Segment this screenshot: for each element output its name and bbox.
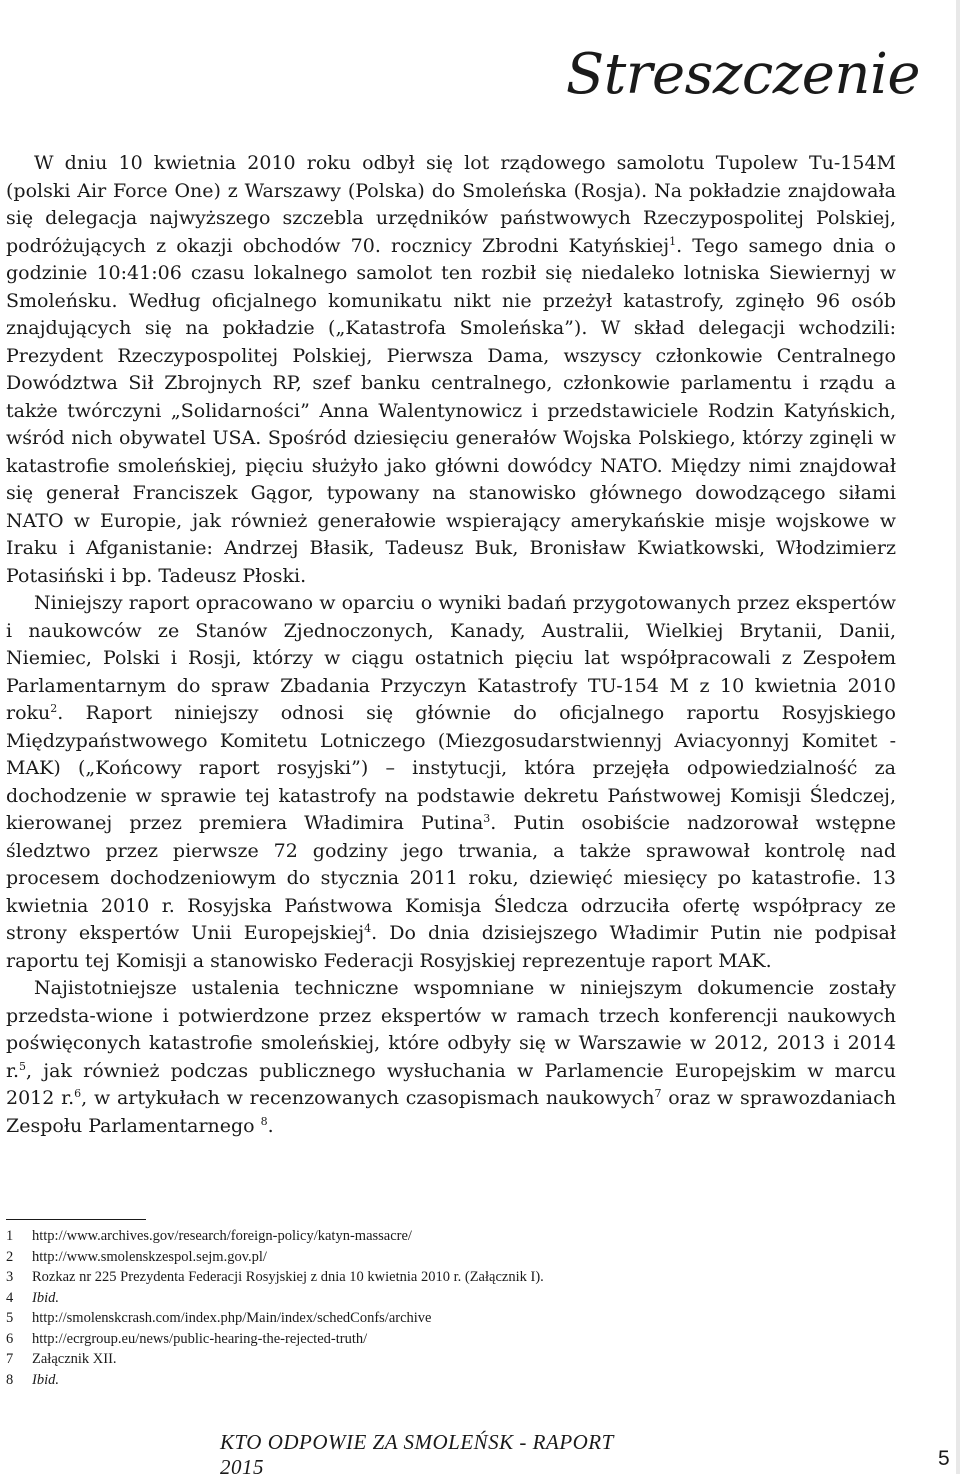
footnote-item <box>6 1370 906 1391</box>
footnote-number: 4 <box>6 1289 14 1306</box>
footnote-item <box>6 1308 906 1329</box>
paragraph-3-text-e: . <box>267 1114 274 1137</box>
paragraph-3-text-d: oraz w sprawozdaniach Zespołu Parlamentarnego <box>6 1087 896 1137</box>
paragraph-2-text-d: . Do dnia dzisiejszego Władimir Putin nie podpisał raportu tej Komisji a stanowisko Federacji Rosyjskiej reprezentuje raport MAK. <box>6 922 897 972</box>
footnote-number: 3 <box>6 1269 14 1285</box>
footnote-text: Ibid. <box>32 1289 59 1306</box>
paragraph-2-text-c: . Putin osobiście nadzorował wstępne śledztwo przez pierwsze 72 godziny jego trwania, a także sprawował kontrolę nad procesem dochodzeniowym do stycznia 2011 roku, dziewięć miesięcy po katastrofie. 13 kwietnia 2010 r. Rosyjska Państwowa Komisja Śledcza odrzuciła ofertę współpracy ze strony ekspertów Unii Europejskiej <box>6 812 897 944</box>
footnote-item <box>6 1349 906 1370</box>
footnote-ref-1[interactable]: 1 <box>669 234 677 248</box>
footnote-link[interactable]: http://www.archives.gov/research/foreign-policy/katyn-massacre/ <box>32 1228 412 1244</box>
paragraph-1-text-a: W dniu 10 kwietnia 2010 roku odbył się lot rządowego samolotu Tupolew Tu-154M (polski Air Force One) z Warszawy (Polska) do Smoleńska (Rosja). Na pokładzie znajdowała się delegacja najwyższego szczebla urzędników państwowych Rzeczypospolitej Polskiej, podróżujących z okazji obchodów 70. rocznicy Zbrodni Katyńskiej <box>6 152 896 257</box>
paragraph-1-text-b: . Tego samego dnia o godzinie 10:41:06 czasu lokalnego samolot ten rozbił się niedaleko lotniska Siewiernyj w Smoleńsku. Według oficjalnego komunikatu nikt nie przeżył katastrofy, zginęło 96 osób znajdujących się na pokładzie („Katastrofa Smoleńska”). W skład delegacji wchodzili: Prezydent Rzeczypospolitej Polskiej, Pierwsza Dama, wszyscy członkowie Centralnego Dowództwa Sił Zbrojnych RP, szef banku centralnego, członkowie parlamentu i rządu a także twórczyni „Solidarności” Anna Walentynowicz i przedstawiciele Rodzin Katyńskich, wśród nich obywatel USA. Spośród dziesięciu generałów Wojska Polskiego, którzy zginęli w katastrofie smoleńskiej, pięciu służyło jako główni dowódcy NATO. Między nimi znajdował się generał Franciszek Gągor, typowany na stanowisko głównego dowodzącego siłami NATO w Europie, jak również generałowie wspierający amerykańskie misje wojskowe w Iraku i Afganistanie: Andrzej Błasik, Tadeusz Buk, Bronisław Kwiatkowski, Włodzimierz Potasiński i bp. Tadeusz Płoski. <box>6 234 896 587</box>
footnote-item <box>6 1288 906 1309</box>
paragraph-1 <box>6 150 896 590</box>
footnote-item <box>6 1267 906 1288</box>
footnote-text: Rozkaz nr 225 Prezydenta Federacji Rosyjskiej z dnia 10 kwietnia 2010 r. (Załącznik I). <box>32 1269 544 1285</box>
page-number: 5 <box>938 1447 950 1470</box>
running-footer: KTO ODPOWIE ZA SMOLEŃSK - RAPORT 2015 <box>220 1430 614 1479</box>
footnote-link[interactable]: http://smolenskcrash.com/index.php/Main/index/schedConfs/archive <box>32 1310 432 1326</box>
footnote-separator <box>6 1219 146 1220</box>
footnote-number: 5 <box>6 1310 14 1326</box>
footnote-number: 2 <box>6 1248 14 1265</box>
footnote-ref-3[interactable]: 3 <box>483 812 491 825</box>
paragraph-3-text-b: , jak również podczas publicznego wysłuchania w Parlamencie Europejskim w marcu 2012 r. <box>6 1059 896 1109</box>
paragraph-3-text-a: Najistotniejsze ustalenia techniczne wspomniane w niniejszym dokumencie zostały przedsta-wione i potwierdzone przez ekspertów w ramach trzech konferencji naukowych poświęconych katastrofie smoleńskiej, które odbyły się w Warszawie w 2012, 2013 i 2014 r. <box>6 977 896 1082</box>
paragraph-2-text-b: . Raport niniejszy odnosi się głównie do oficjalnego raportu Rosyjskiego Międzypaństwowego Komitetu Lotniczego (Miezgosudarstwiennyj Aviacyonnyj Komitet - MAK) („Końcowy raport rosyjski”) – instytucji, która przejęła odpowiedzialność za dochodzenie w sprawie tej katastrofy na podstawie dekretu Państwowej Komisji Śledczej, kierowanej przez premiera Władimira Putina <box>6 702 896 834</box>
footnote-text: Załącznik XII. <box>32 1351 117 1367</box>
footnotes <box>6 1226 906 1390</box>
page-edge <box>956 0 960 1474</box>
body-text <box>6 150 896 1140</box>
footnote-item <box>6 1247 906 1268</box>
footnote-ref-4[interactable]: 4 <box>364 922 372 935</box>
footnote-number: 1 <box>6 1228 14 1244</box>
footnote-number: 8 <box>6 1371 14 1388</box>
footnote-ref-6[interactable]: 6 <box>74 1087 82 1100</box>
footnote-ref-2[interactable]: 2 <box>50 702 58 715</box>
footnote-link[interactable]: http://www.smolenskzespol.sejm.gov.pl/ <box>32 1248 267 1265</box>
footnote-number: 6 <box>6 1330 14 1347</box>
footnote-link[interactable]: http://ecrgroup.eu/news/public-hearing-the-rejected-truth/ <box>32 1330 368 1347</box>
footnote-ref-5[interactable]: 5 <box>19 1059 27 1073</box>
paragraph-2 <box>6 590 896 975</box>
footnote-number: 7 <box>6 1351 14 1367</box>
footnote-item <box>6 1329 906 1350</box>
page-title: Streszczenie <box>565 42 920 107</box>
footnote-text: Ibid. <box>32 1371 59 1388</box>
footnote-ref-8[interactable]: 8 <box>260 1114 268 1128</box>
paragraph-3 <box>6 975 896 1140</box>
paragraph-2-text-a: Niniejszy raport opracowano w oparciu o wyniki badań przygotowanych przez ekspertów i naukowców ze Stanów Zjednoczonych, Kanady, Australii, Wielkiej Brytanii, Danii, Niemiec, Polski i Rosji, którzy w ciągu ostatnich pięciu lat współpracowali z Zespołem Parlamentarnym do spraw Zbadania Przyczyn Katastrofy TU-154 M z 10 kwietnia 2010 roku <box>6 592 896 724</box>
footnote-ref-7[interactable]: 7 <box>654 1087 662 1100</box>
paragraph-3-text-c: , w artykułach w recenzowanych czasopismach naukowych <box>81 1087 655 1109</box>
footnote-item <box>6 1226 906 1247</box>
